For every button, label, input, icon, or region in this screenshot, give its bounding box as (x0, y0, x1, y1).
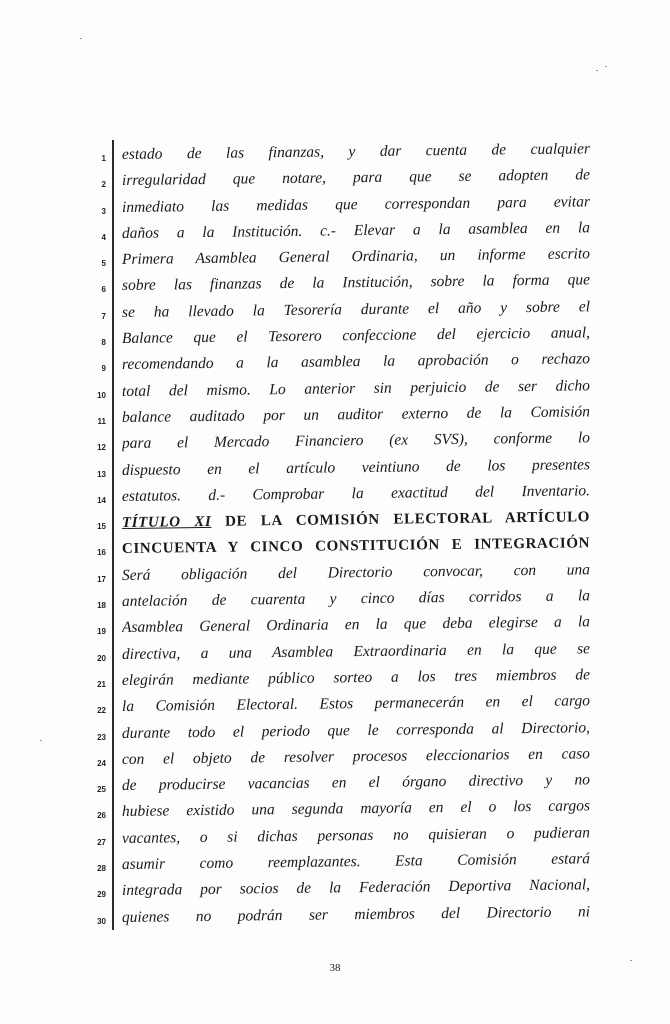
line-number: 25 (97, 785, 106, 795)
line-number: 3 (101, 206, 106, 216)
text-line: Balance que el Tesorero confeccione del ejercicio anual, (121, 324, 591, 348)
text-line: daños a la Institución. c.- Elevar a la asamblea en la (121, 219, 591, 242)
line-number: 5 (101, 259, 106, 269)
page-number: 38 (329, 962, 341, 974)
text-line: durante todo el periodo que le corresponda al Directorio, (121, 718, 591, 742)
line-number: 17 (97, 574, 106, 584)
text-line: la Comisión Electoral. Estos permanecerán en el cargo (121, 692, 591, 716)
line-number: 13 (97, 469, 106, 479)
line-number: 30 (97, 916, 106, 926)
text-line: integrada por socios de la Federación Deportiva Nacional, (121, 876, 591, 900)
text-line: balance auditado por un auditor externo de la Comisión (121, 403, 591, 426)
text-line: Será obligación del Directorio convocar, con una (121, 561, 591, 584)
text-line: total del mismo. Lo anterior sin perjuicio de ser dicho (121, 376, 591, 400)
line-number: 9 (101, 364, 106, 374)
line-number: 24 (97, 758, 106, 768)
text-line: inmediato las medidas que correspondan para evitar (121, 192, 591, 216)
line-number: 4 (101, 232, 106, 242)
line-number: 15 (97, 522, 106, 532)
article-heading: CINCUENTA Y CINCO CONSTITUCIÓN E INTEGRACIÓN (121, 535, 591, 558)
line-number: 7 (101, 311, 106, 321)
line-number: 27 (97, 837, 106, 847)
line-number: 16 (97, 548, 106, 558)
text-line: Asamblea General Ordinaria en la que deba elegirse a la (121, 613, 591, 637)
line-number: 23 (97, 732, 106, 742)
line-number: 8 (101, 338, 106, 348)
text-line: para el Mercado Financiero (ex SVS), conforme lo (121, 429, 591, 453)
text-line: antelación de cuarenta y cinco días corridos a la (121, 587, 591, 611)
text-line: irregularidad que notare, para que se adopten de (121, 166, 591, 190)
line-number: 26 (97, 811, 106, 821)
margin-rule (112, 140, 114, 930)
section-heading-text: DE LA COMISIÓN ELECTORAL ARTÍCULO (224, 509, 591, 530)
line-number: 18 (97, 601, 106, 611)
line-number: 19 (97, 627, 106, 637)
line-number: 21 (97, 679, 106, 689)
text-line: estado de las finanzas, y dar cuenta de cualquier (121, 140, 591, 163)
text-line: se ha llevado la Tesorería durante el año y sobre el (121, 298, 591, 321)
body-text (122, 142, 590, 931)
text-line: recomendando a la asamblea la aprobación o rechazo (121, 350, 591, 374)
line-number: 10 (97, 390, 106, 400)
line-number: 6 (101, 285, 106, 295)
text-line: directiva, a una Asamblea Extraordinaria en la que se (121, 639, 591, 663)
text-line: vacantes, o si dichas personas no quisieran o pudieran (121, 824, 591, 847)
text-line: dispuesto en el artículo veintiuno de los presentes (121, 455, 591, 479)
line-number: 20 (97, 653, 106, 663)
line-number: 1 (101, 154, 106, 163)
line-number: 14 (97, 495, 106, 505)
line-number: 11 (97, 416, 106, 426)
text-line: hubiese existido una segunda mayoría en el o los cargos (121, 797, 591, 821)
line-number: 12 (97, 443, 106, 453)
text-line: sobre las finanzas de la Institución, sobre la forma que (121, 271, 591, 295)
line-number: 28 (97, 864, 106, 874)
text-line: Primera Asamblea General Ordinaria, un informe escrito (121, 245, 591, 269)
line-number-column (84, 146, 106, 935)
text-line: quienes no podrán ser miembros del Directorio ni (121, 902, 591, 926)
section-title: TÍTULO XI (121, 514, 212, 532)
text-line: estatutos. d.- Comprobar la exactitud del Inventario. (121, 482, 591, 505)
text-line: asumir como reemplazantes. Esta Comisión estará (121, 850, 591, 874)
line-number: 29 (97, 890, 106, 900)
line-number: 22 (97, 706, 106, 716)
line-number: 2 (101, 180, 106, 190)
text-line: elegirán mediante público sorteo a los tres miembros de (121, 666, 591, 689)
text-line: de producirse vacancias en el órgano directivo y no (121, 771, 591, 795)
text-line: con el objeto de resolver procesos eleccionarios en caso (121, 745, 591, 768)
